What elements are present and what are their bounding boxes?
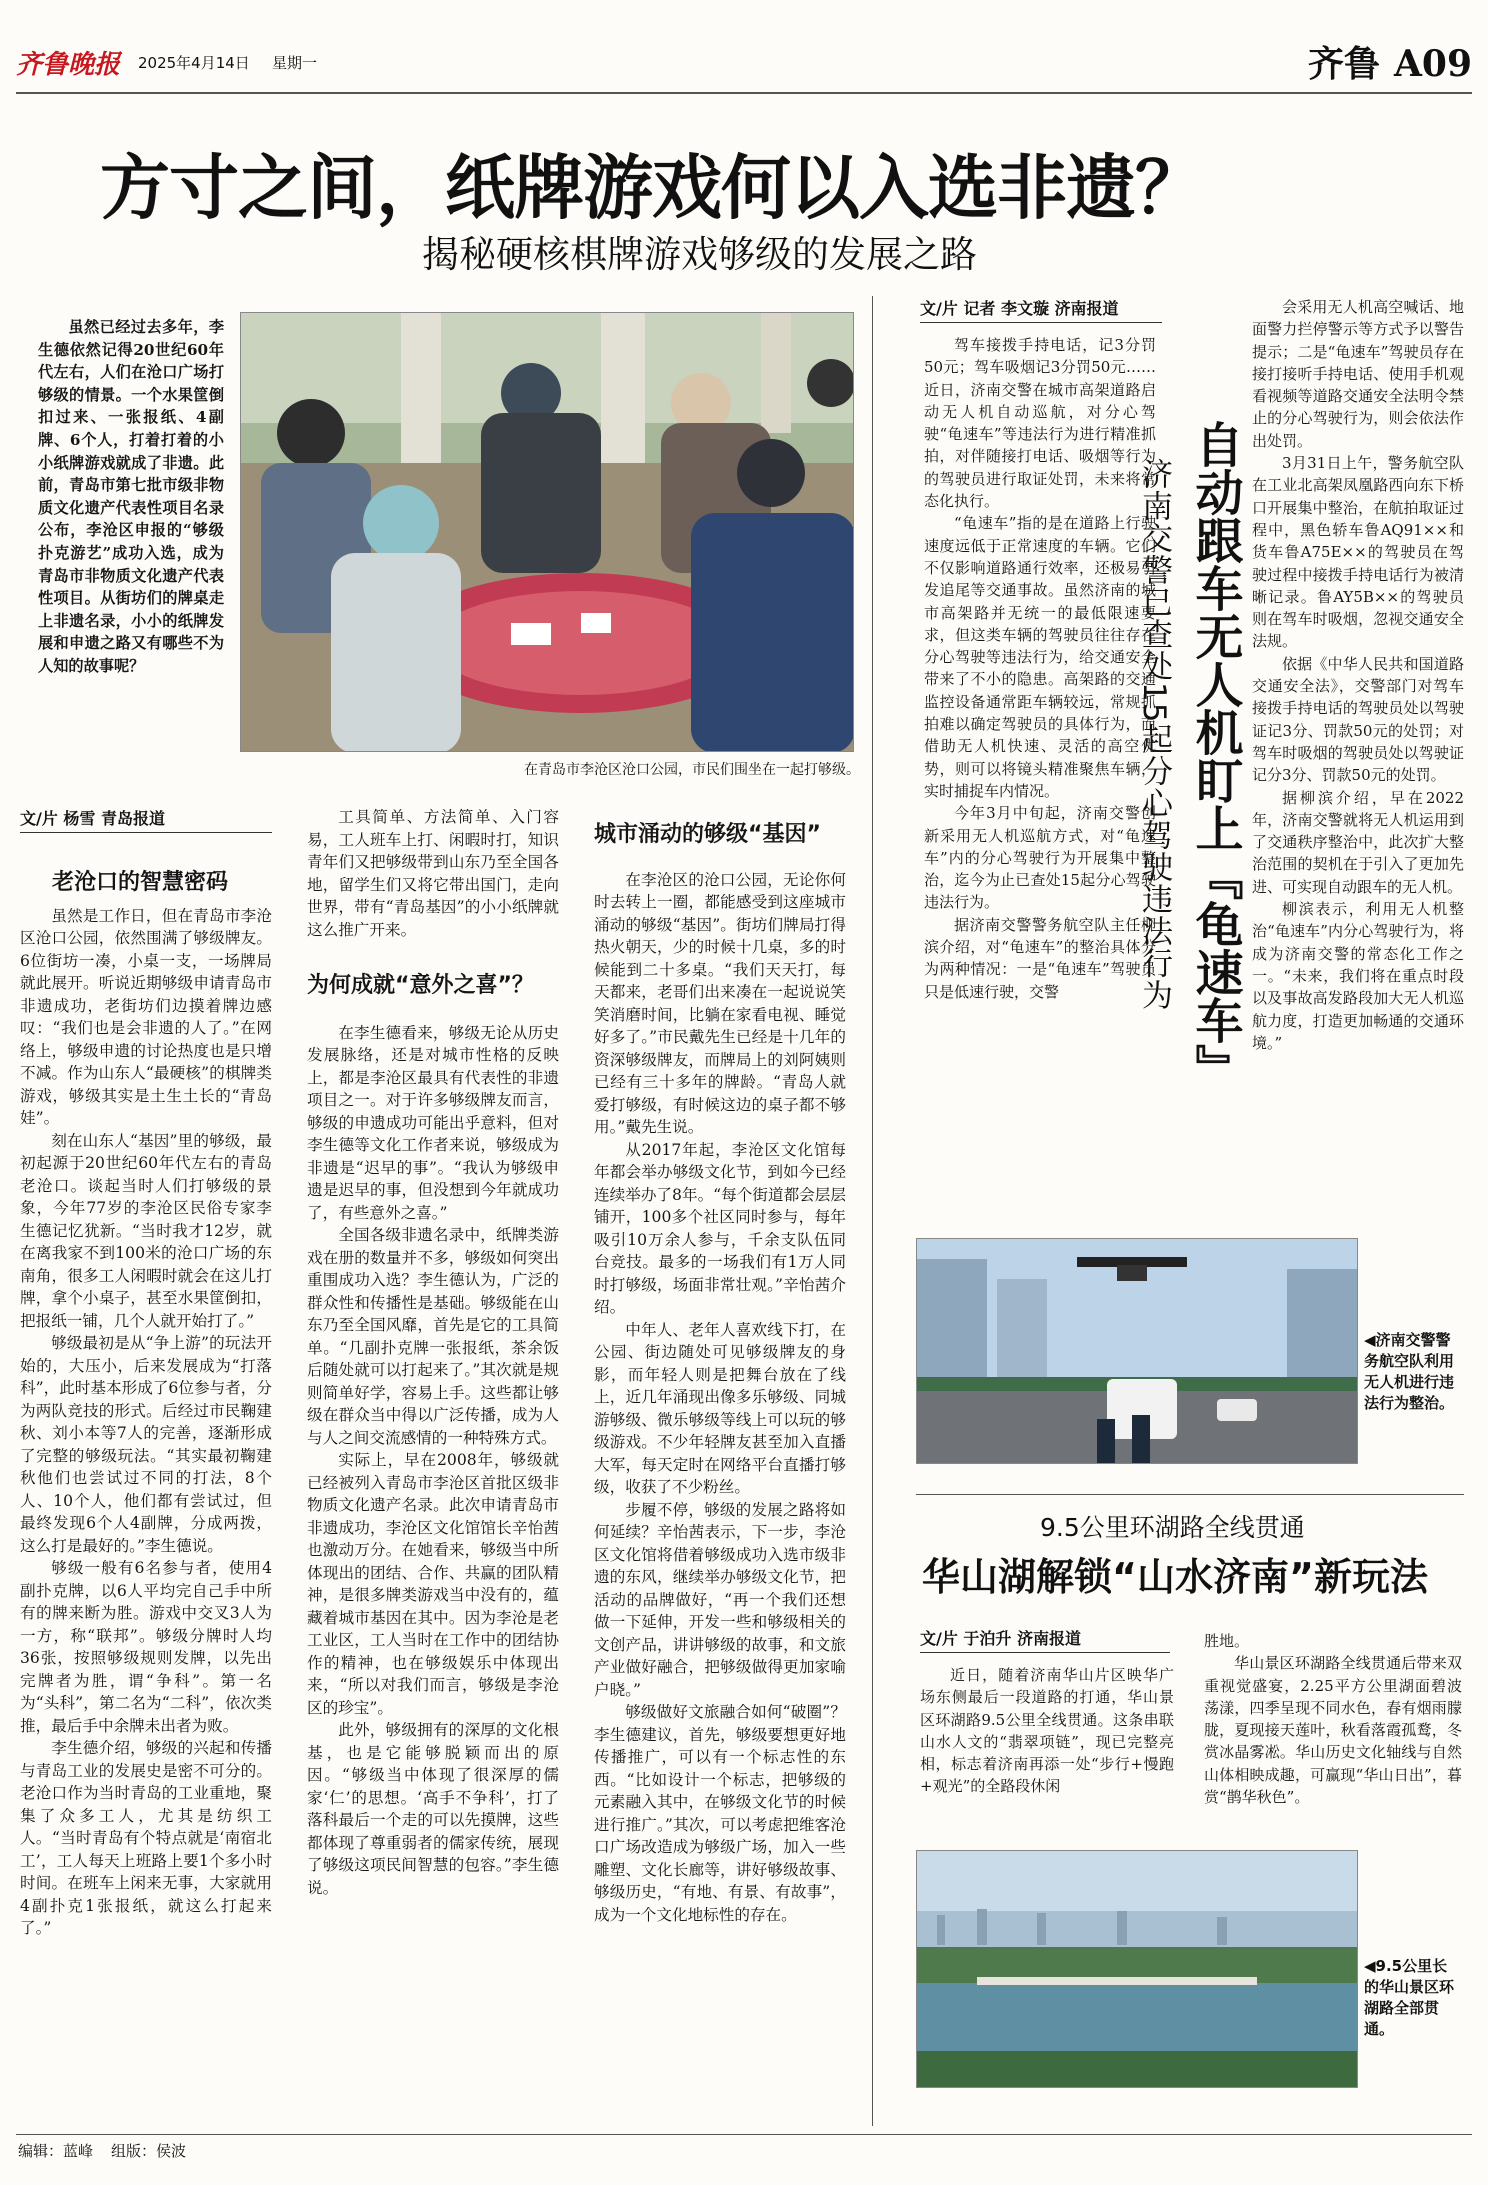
main-column-2: 工具简单、方法简单、入门容易，工人班车上打、闲暇时打，知识青年们又把够级带到山东乃至全国各地，留学生们又将它带出国门，走向世界，带有“青岛基因”的小小纸牌就这么推广开来。 为何成就“意外之喜”？ 在李生德看来，够级无论从历史发展脉络，还是对城市性格的反映上，都是李沧区最具有代表性的非遗项目之一。对于许多够级牌友而言，够级的申遗成功可能出乎意料，但对李生德等文化工作者来说，够级成为非遗是“迟早的事”。“我认为够级申遗是迟早的事，但没想到今年就成功了，有些意外之喜。” 全国各级非遗名录中，纸牌类游戏在册的数量并不多，够级如何突出重围成功入选？李生德认为，广泛的群众性和传播性是基础。够级能在山东乃至全国风靡，首先是它的工具简单。“几副扑克牌一张报纸，茶余饭后随处就可以打起来了。”其次就是规则简单好学，容易上手。这些都让够级在群众当中得以广泛传播，成为人与人之间交流感情的一种特殊方式。 实际上，早在2008年，够级就已经被列入青岛市李沧区首批区级非物质文化遗产名录。此次申请青岛市非遗成功，李沧区文化馆馆长辛怡茜也激动万分。在她看来，够级当中所体现出的团结、合作、共赢的团队精神，是很多牌类游戏当中没有的，蕴藏着城市基因在其中。因为李沧是老工业区，工人当时在工作中的团结协作的精神，也在够级娱乐中体现出来，“所以对我们而言，够级是李沧区的珍宝”。 此外，够级拥有的深厚的文化根基，也是它能够脱颖而出的原因。“够级当中体现了很深厚的儒家‘仁’的思想。‘高手不争科’，打了落科最后一个走的可以先摸牌，这些都体现了尊重弱者的儒家传统，展现了够级这项民间智慧的包容。”李生德说。 <box>307 808 559 1897</box>
lake-photo <box>916 1850 1358 2088</box>
section-heading-1: 老沧口的智慧密码 <box>52 870 229 895</box>
main-column-3: 城市涌动的够级“基因” 在李沧区的沧口公园，无论你何时去转上一圈，都能感受到这座城市涌动的够级“基因”。街坊们牌局打得热火朝天，少的时候十几桌，多的时候能到二十多桌。“我们天天打，每天都来，老哥们出来凑在一起说说笑笑消磨时间，比躺在家看电视、睡觉好多了。”市民戴先生已经是十几年的资深够级牌友，而牌局上的刘阿姨则已经有三十多年的牌龄。“青岛人就爱打够级，有时候这边的桌子都不够用。”戴先生说。 从2017年起，李沧区文化馆每年都会举办够级文化节，到如今已经连续举办了8年。“每个街道都会层层铺开，100多个社区同时参与，每年吸引10万余人参与，千余支队伍同台竞技。最多的一场我们有1万人同时打够级，场面非常壮观。”辛怡茜介绍。 中年人、老年人喜欢线下打，在公园、街边随处可见够级牌友的身影，而年轻人则是把舞台放在了线上，近几年涌现出像多乐够级、同城游够级、微乐够级等线上可以玩的够级游戏。不少年轻牌友甚至加入直播大军，每天定时在网络平台直播打够级，收获了不少粉丝。 步履不停，够级的发展之路将如何延续？辛怡茜表示，下一步，李沧区文化馆将借着够级成功入选市级非遗的东风，继续举办够级文化节，把活动的品牌做好，“再一个我们还想做一下延伸，开发一些和够级相关的文创产品，讲讲够级的故事，和文旅产业做好融合，把够级做得更加家喻户晓。” 够级做好文旅融合如何“破圈”？李生德建议，首先，够级要想更好地传播推广，可以有一个标志性的东西。“比如设计一个标志，把够级的元素融入其中，在够级文化节的时候进行推广。”其次，可以考虑把维客沧口广场改造成为够级广场，加入一些雕塑、文化长廊等，讲好够级故事、够级历史，“有地、有景、有故事”，成为一个文化地标性的存在。 <box>594 822 846 1924</box>
lake-column-2: 胜地。 华山景区环湖路全线贯通后带来双重视觉盛宴，2.25平方公里湖面碧波荡漾，四季呈现不同水色，春有烟雨朦胧，夏现接天莲叶，秋看落霞孤鹜，冬赏冰晶雾凇。华山历史文化轴线与自然山体相映成趣，可赢现“华山日出”，暮赏“鹊华秋色”。 <box>1204 1632 1462 1807</box>
drone-column-1: 驾车接拨手持电话，记3分罚50元；驾车吸烟记3分罚50元……近日，济南交警在城市高架道路启动无人机自动巡航，对分心驾驶“龟速车”等违法行为进行精准抓拍，对伴随接打电话、吸烟等行为的驾驶员进行取证处罚，未来将常态化执行。 “龟速车”指的是在道路上行驶速度远低于正常速度的车辆。它们不仅影响道路通行效率，还极易引发追尾等交通事故。虽然济南的城市高架路并无统一的最低限速要求，但这类车辆的驾驶员往往存在分心驾驶等违法行为，给交通安全带来了不小的隐患。高架路的交通监控设备通常距车辆较远，常规抓拍难以确定驾驶员的具体行为，而借助无人机快速、灵活的高空优势，则可以将镜头精准聚焦车辆，实时捕捉车内情况。 今年3月中旬起，济南交警创新采用无人机巡航方式，对“龟速车”内的分心驾驶行为开展集中整治，迄今为止已查处15起分心驾驶违法行为。 据济南交警警务航空队主任柳滨介绍，对“龟速车”的整治具体分为两种情况：一是“龟速车”驾驶员只是低速行驶，交警 <box>924 336 1156 1001</box>
main-photo-caption: 在青岛市李沧区沧口公园，市民们围坐在一起打够级。 <box>524 762 860 778</box>
drone-subheadline: 济南交警已查处15起分心驾驶违法行为 <box>1136 458 1172 1012</box>
section-heading-2: 为何成就“意外之喜”？ <box>307 973 534 998</box>
drone-photo-caption: ◀济南交警警务航空队利用无人机进行违法行为整治。 <box>1364 1331 1455 1412</box>
layout-credit: 组版：侯波 <box>111 2142 187 2160</box>
masthead <box>16 40 1472 86</box>
lake-divider <box>916 1494 1464 1495</box>
lake-column-1: 近日，随着济南华山片区映华广场东侧最后一段道路的打通，华山景区环湖路9.5公里全线贯通。这条串联山水人文的“翡翠项链”，现已完整亮相，标志着济南再添一处“步行+慢跑+观光”的全路段休闲 <box>920 1666 1174 1796</box>
page-number: A09 <box>1393 43 1472 85</box>
main-column-1: 老沧口的智慧密码 虽然是工作日，但在青岛市李沧区沧口公园，依然围满了够级牌友。6位街坊一凑，小桌一支，一场牌局就此展开。听说近期够级申请青岛市非遗成功，老街坊们边摸着牌边感叹：“我们也是会非遗的人了。”在网络上，够级申遗的讨论热度也是只增不减。作为山东人“最硬核”的棋牌类游戏，够级其实是土生土长的“青岛娃”。 刻在山东人“基因”里的够级，最初起源于20世纪60年代左右的青岛老沧口。谈起当时人们打够级的景象，今年77岁的李沧区民俗专家李生德记忆犹新。“当时我才12岁，就在离我家不到100米的沧口广场的东南角，很多工人闲暇时就会在这儿打牌，拿个小桌子，甚至水果筐倒扣，把报纸一铺，几个人就开始打了。” 够级最初是从“争上游”的玩法开始的，大压小，后来发展成为“打落科”，此时基本形成了6位参与者，分为两队竞技的形式。后经过市民鞠建秋、刘小本等7人的完善，逐渐形成了完整的够级玩法。“其实最初鞠建秋他们也尝试过不同的打法，8个人、10个人，他们都有尝试过，但最终发现6个人4副牌，分成两拨，这么打是最好的。”李生德说。 够级一般有6名参与者，使用4副扑克牌，以6人平均完自己手中所有的牌来断为胜。游戏中交叉3人为一方，称“联邦”。够级分牌时人均36张，按照够级规则发牌，以先出完牌者为胜，谓“争科”。第一名为“头科”，第二名为“二科”，依次类推，最后手中余牌未出者为败。 李生德介绍，够级的兴起和传播与青岛工业的发展史是密不可分的。老沧口作为当时青岛的工业重地，聚集了众多工人，尤其是纺织工人。“当时青岛有个特点就是‘南宿北工’，工人每天上班路上要1个多小时时间。在班车上闲来无事，大家就用4副扑克1张报纸，就这么打起来了。” <box>20 870 272 1937</box>
issue-date: 2025年4月14日 <box>138 54 250 72</box>
drone-column-2: 会采用无人机高空喊话、地面警力拦停警示等方式予以警告提示；二是“龟速车”驾驶员存在接打接听手持电话、使用手机观看视频等道路交通安全法明令禁止的分心驾驶行为，则会依法作出处罚。 3月31日上午，警务航空队在工业北高架凤凰路西向东下桥口开展集中整治，在航拍取证过程中，黑色轿车鲁AQ91××和货车鲁A75E××的驾驶员在驾驶过程中接拨手持电话行为被清晰记录。鲁AY5B××的驾驶员则在驾车时吸烟，忽视交通安全法规。 依据《中华人民共和国道路交通安全法》，交警部门对驾车接拨手持电话的驾驶员处以驾驶证记3分、罚款50元的处罚；对驾车时吸烟的驾驶员处以驾驶证记分3分、罚款50元的处罚。 据柳滨介绍，早在2022年，济南交警就将无人机运用到了交通秩序整治中，此次扩大整治范围的契机在于引入了更加先进、可实现自动跟车的无人机。 柳滨表示，利用无人机整治“龟速车”内分心驾驶行为，将成为济南交警的常态化工作之一。“未来，我们将在重点时段以及事故高发路段加大无人机巡航力度，打造更加畅通的交通环境。” <box>1252 298 1464 1052</box>
lake-headline: 华山湖解锁“山水济南”新玩法 <box>922 1555 1428 1599</box>
newspaper-logo: 齐鲁晚报 <box>16 50 121 80</box>
editor-credit: 编辑：蓝峰 <box>18 2142 94 2160</box>
lede-paragraph: 虽然已经过去多年，李生德依然记得20世纪60年代左右，人们在沧口广场打够级的情景。一个水果筐倒扣过来、一张报纸、4副牌、6个人，打着打着的小小纸牌游戏就成了非遗。此前，青岛市第七批市级非物质文化遗产代表性项目名录公布，李沧区申报的“够级扑克游艺”成功入选，成为青岛市非物质文化遗产代表性项目。从街坊们的牌桌走上非遗名录，小小的纸牌发展和申遗之路又有哪些不为人知的故事呢？ <box>38 318 224 675</box>
main-subheadline: 揭秘硬核棋牌游戏够级的发展之路 <box>422 233 977 276</box>
issue-weekday: 星期一 <box>272 54 318 72</box>
main-byline: 文/片 杨雪 青岛报道 <box>20 806 272 833</box>
main-headline: 方寸之间，纸牌游戏何以入选非遗？ <box>100 147 1204 229</box>
column-divider <box>872 296 873 2126</box>
footer-rule <box>16 2134 1472 2135</box>
header-rule <box>16 92 1472 94</box>
drone-police-photo <box>916 1238 1358 1464</box>
card-players-photo <box>240 312 854 752</box>
drone-headline: 自动跟车无人机盯上『龟速车』 <box>1187 420 1243 1092</box>
drone-byline: 文/片 记者 李文璇 济南报道 <box>920 296 1162 323</box>
section-name: 齐鲁 <box>1307 43 1380 85</box>
footer-credits <box>18 2140 186 2161</box>
lake-kicker: 9.5公里环湖路全线贯通 <box>1040 1513 1305 1542</box>
lake-byline: 文/片 于泊升 济南报道 <box>920 1626 1170 1653</box>
lake-photo-caption: ◀9.5公里长的华山景区环湖路全部贯通。 <box>1364 1957 1455 2038</box>
section-heading-3: 城市涌动的够级“基因” <box>594 822 821 847</box>
